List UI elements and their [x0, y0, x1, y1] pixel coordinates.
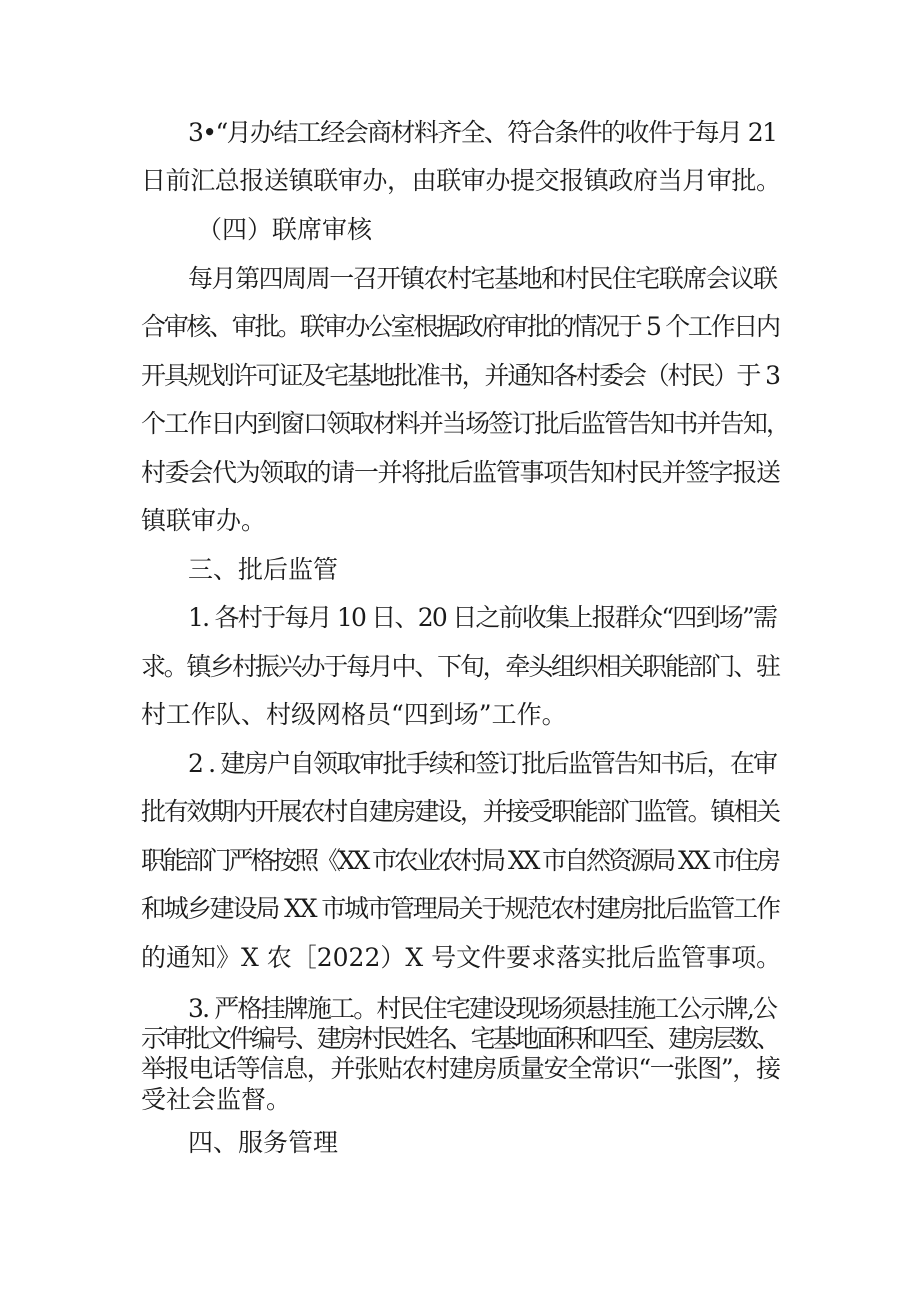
- text-line: 和城乡建设局 XX 市城市管理局关于规范农村建房批后监管工作: [141, 894, 779, 923]
- text-line: 日前汇总报送镇联审办，由联审办提交报镇政府当月审批。: [141, 166, 781, 195]
- text-line: 示审批文件编号、建房村民姓名、宅基地面积和四至、建房层数、: [141, 1024, 778, 1053]
- text-line: 3•“月办结工经会商材料齐全、符合条件的收件于每月 21: [188, 118, 777, 147]
- text-line: 村工作队、村级网格员“四到场”工作。: [141, 700, 567, 729]
- text-line: 1. 各村于每月 10 日、20 日之前收集上报群众“四到场”需: [188, 603, 777, 632]
- text-line: 求。镇乡村振兴办于每月中、下旬，牵头组织相关职能部门、驻: [141, 652, 779, 681]
- text-line: 的通知》X 农［2022）X 号文件要求落实批后监管事项。: [141, 943, 782, 972]
- text-line: 举报电话等信息，并张贴农村建房质量安全常识“一张图”，接: [141, 1054, 780, 1083]
- text-line: 3. 严格挂牌施工。村民住宅建设现场须悬挂施工公示牌,公: [188, 994, 777, 1023]
- text-line: 批有效期内开展农村自建房建设，并接受职能部门监管。镇相关: [141, 797, 779, 826]
- text-line: 2 . 建房户自领取审批手续和签订批后监管告知书后，在审: [188, 749, 777, 778]
- text-line: 镇联审办。: [141, 506, 267, 535]
- text-line: 村委会代为领取的请一并将批后监管事项告知村民并签字报送: [141, 458, 780, 487]
- section-heading-service-management: 四、服务管理: [188, 1128, 339, 1157]
- text-line: 个工作日内到窗口领取材料并当场签订批后监管告知书并告知，: [141, 409, 790, 438]
- text-line: 开具规划许可证及宅基地批准书，并通知各村委会（村民）于 3: [141, 361, 779, 390]
- text-line: 职能部门严格按照《XX 市农业农村局 XX 市自然资源局 XX 市住房: [141, 846, 778, 875]
- text-line: 受社会监督。: [141, 1085, 292, 1114]
- text-line: 每月第四周周一召开镇农村宅基地和村民住宅联席会议联: [188, 264, 777, 293]
- subheading-joint-review: （四）联席审核: [197, 215, 373, 244]
- section-heading-post-approval: 三、批后监管: [188, 555, 339, 584]
- text-line: 合审核、审批。联审办公室根据政府审批的情况于 5 个工作日内: [141, 312, 779, 341]
